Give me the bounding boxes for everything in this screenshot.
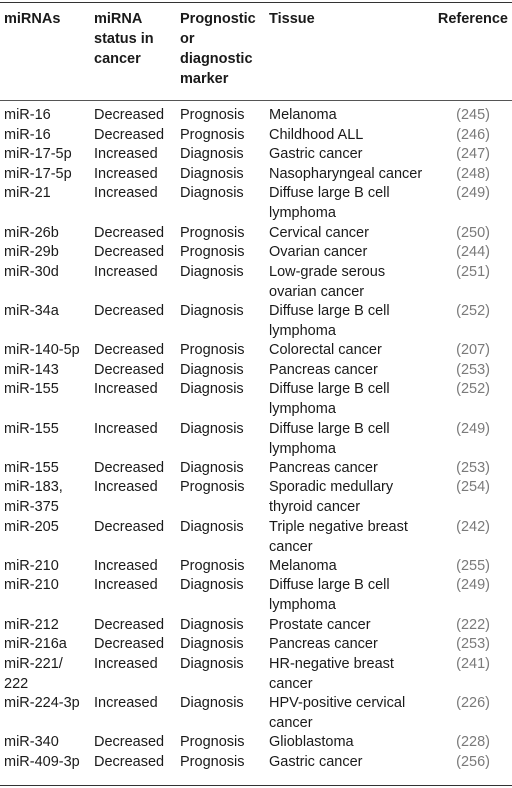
- cell-marker: Prognosis: [180, 224, 245, 241]
- cell-status: Decreased: [94, 303, 165, 319]
- cell-status: Decreased: [94, 518, 165, 535]
- cell-reference: (253): [456, 459, 490, 476]
- cell-reference: (228): [456, 734, 490, 751]
- cell-tissue: Glioblastoma: [269, 734, 354, 751]
- cell-reference: (244): [456, 244, 490, 261]
- header-mirnas: miRNAs: [4, 11, 61, 27]
- cell-reference: (248): [456, 165, 490, 182]
- table-bottom-rule: [0, 785, 512, 786]
- cell-status: Decreased: [94, 107, 165, 123]
- cell-tissue: Gastric cancer: [269, 753, 363, 770]
- cell-mirna: miR-183, miR-375: [4, 479, 63, 516]
- cell-tissue: Triple negative breast cancer: [269, 518, 408, 555]
- cell-tissue: Pancreas cancer: [269, 459, 378, 476]
- cell-tissue: Pancreas cancer: [269, 636, 378, 653]
- cell-tissue: Diffuse large B cell lymphoma: [269, 577, 390, 614]
- cell-reference: (251): [456, 263, 490, 280]
- cell-status: Decreased: [94, 734, 165, 751]
- cell-mirna: miR-17-5p: [4, 165, 72, 182]
- cell-mirna: miR-210: [4, 577, 59, 594]
- cell-status: Decreased: [94, 224, 165, 241]
- cell-marker: Prognosis: [180, 126, 245, 143]
- cell-mirna: miR-16: [4, 126, 51, 143]
- cell-reference: (252): [456, 381, 490, 398]
- cell-tissue: Low-grade serous ovarian cancer: [269, 263, 386, 300]
- cell-marker: Prognosis: [180, 753, 245, 770]
- cell-mirna: miR-409-3p: [4, 753, 80, 770]
- cell-status: Increased: [94, 695, 158, 711]
- cell-reference: (249): [456, 577, 490, 594]
- cell-reference: (255): [456, 557, 490, 574]
- cell-tissue: Childhood ALL: [269, 126, 364, 143]
- cell-tissue: HPV-positive cervical cancer: [269, 695, 406, 731]
- cell-marker: Diagnosis: [180, 459, 244, 476]
- cell-reference: (246): [456, 126, 490, 143]
- header-status: miRNA status in cancer: [94, 11, 154, 67]
- cell-tissue: Gastric cancer: [269, 146, 363, 163]
- cell-mirna: miR-155: [4, 459, 59, 476]
- cell-status: Increased: [94, 420, 158, 437]
- cell-tissue: HR-negative breast cancer: [269, 655, 394, 692]
- cell-mirna: miR-216a: [4, 636, 67, 653]
- cell-marker: Diagnosis: [180, 146, 244, 163]
- cell-status: Decreased: [94, 636, 165, 653]
- cell-status: Increased: [94, 577, 158, 594]
- cell-status: Decreased: [94, 126, 165, 143]
- cell-reference: (241): [456, 655, 490, 672]
- cell-status: Decreased: [94, 616, 165, 633]
- cell-mirna: miR-340: [4, 734, 59, 751]
- cell-tissue: Sporadic medullary thyroid cancer: [269, 479, 394, 516]
- cell-tissue: Diffuse large B cell lymphoma: [269, 185, 390, 222]
- cell-reference: (252): [456, 303, 490, 319]
- cell-marker: Diagnosis: [180, 695, 244, 711]
- cell-mirna: miR-21: [4, 185, 51, 202]
- cell-status: Increased: [94, 146, 158, 163]
- cell-status: Increased: [94, 479, 158, 496]
- cell-tissue: Diffuse large B cell lymphoma: [269, 420, 390, 457]
- cell-marker: Prognosis: [180, 557, 245, 574]
- cell-marker: Prognosis: [180, 479, 245, 496]
- cell-status: Decreased: [94, 459, 165, 476]
- header-reference: Reference: [437, 11, 508, 27]
- cell-reference: (254): [456, 479, 490, 496]
- cell-marker: Diagnosis: [180, 420, 244, 437]
- cell-tissue: Diffuse large B cell lymphoma: [269, 303, 390, 339]
- cell-reference: (245): [456, 107, 490, 123]
- cell-tissue: Cervical cancer: [269, 224, 369, 241]
- cell-status: Increased: [94, 263, 158, 280]
- cell-marker: Diagnosis: [180, 361, 244, 378]
- cell-marker: Diagnosis: [180, 165, 244, 182]
- cell-status: Increased: [94, 381, 158, 398]
- cell-mirna: miR-140-5p: [4, 342, 80, 359]
- cell-tissue: Prostate cancer: [269, 616, 371, 633]
- cell-reference: (242): [456, 518, 490, 535]
- cell-tissue: Colorectal cancer: [269, 342, 382, 359]
- cell-mirna: miR-17-5p: [4, 146, 72, 163]
- cell-tissue: Melanoma: [269, 107, 337, 123]
- header-marker: Prognostic or diagnostic marker: [180, 11, 256, 87]
- cell-marker: Prognosis: [180, 342, 245, 359]
- cell-marker: Diagnosis: [180, 518, 244, 535]
- cell-mirna: miR-26b: [4, 224, 59, 241]
- cell-status: Decreased: [94, 753, 165, 770]
- cell-tissue: Nasopharyngeal cancer: [269, 165, 423, 182]
- cell-mirna: miR-30d: [4, 263, 59, 280]
- cell-mirna: miR-29b: [4, 244, 59, 261]
- cell-mirna: miR-143: [4, 361, 59, 378]
- cell-marker: Diagnosis: [180, 616, 244, 633]
- cell-tissue: Pancreas cancer: [269, 361, 378, 378]
- cell-mirna: miR-205: [4, 518, 59, 535]
- cell-mirna: miR-16: [4, 107, 51, 123]
- cell-marker: Prognosis: [180, 244, 245, 261]
- cell-marker: Diagnosis: [180, 655, 244, 672]
- cell-reference: (249): [456, 185, 490, 202]
- cell-tissue: Diffuse large B cell lymphoma: [269, 381, 390, 418]
- table-top-rule: [0, 2, 512, 3]
- cell-status: Decreased: [94, 342, 165, 359]
- cell-status: Increased: [94, 655, 158, 672]
- cell-status: Decreased: [94, 244, 165, 261]
- header-tissue: Tissue: [269, 11, 315, 27]
- cell-status: Increased: [94, 557, 158, 574]
- cell-reference: (222): [456, 616, 490, 633]
- cell-marker: Diagnosis: [180, 381, 244, 398]
- cell-reference: (207): [456, 342, 490, 359]
- cell-marker: Diagnosis: [180, 577, 244, 594]
- cell-reference: (253): [456, 361, 490, 378]
- cell-mirna: miR-155: [4, 420, 59, 437]
- cell-mirna: miR-210: [4, 557, 59, 574]
- cell-status: Increased: [94, 165, 158, 182]
- cell-reference: (256): [456, 753, 490, 770]
- cell-mirna: miR-224-3p: [4, 695, 80, 711]
- cell-marker: Prognosis: [180, 734, 245, 751]
- cell-mirna: miR-221/ 222: [4, 655, 63, 692]
- cell-reference: (250): [456, 224, 490, 241]
- cell-marker: Diagnosis: [180, 303, 244, 319]
- cell-marker: Diagnosis: [180, 263, 244, 280]
- cell-status: Increased: [94, 185, 158, 202]
- cell-reference: (253): [456, 636, 490, 653]
- cell-mirna: miR-212: [4, 616, 59, 633]
- cell-reference: (226): [456, 695, 490, 711]
- cell-status: Decreased: [94, 361, 165, 378]
- cell-mirna: miR-34a: [4, 303, 59, 319]
- cell-marker: Diagnosis: [180, 636, 244, 653]
- cell-marker: Prognosis: [180, 107, 245, 123]
- cell-tissue: Ovarian cancer: [269, 244, 368, 261]
- cell-mirna: miR-155: [4, 381, 59, 398]
- cell-tissue: Melanoma: [269, 557, 337, 574]
- header-rule: [0, 100, 512, 101]
- cell-reference: (249): [456, 420, 490, 437]
- cell-marker: Diagnosis: [180, 185, 244, 202]
- cell-reference: (247): [456, 146, 490, 163]
